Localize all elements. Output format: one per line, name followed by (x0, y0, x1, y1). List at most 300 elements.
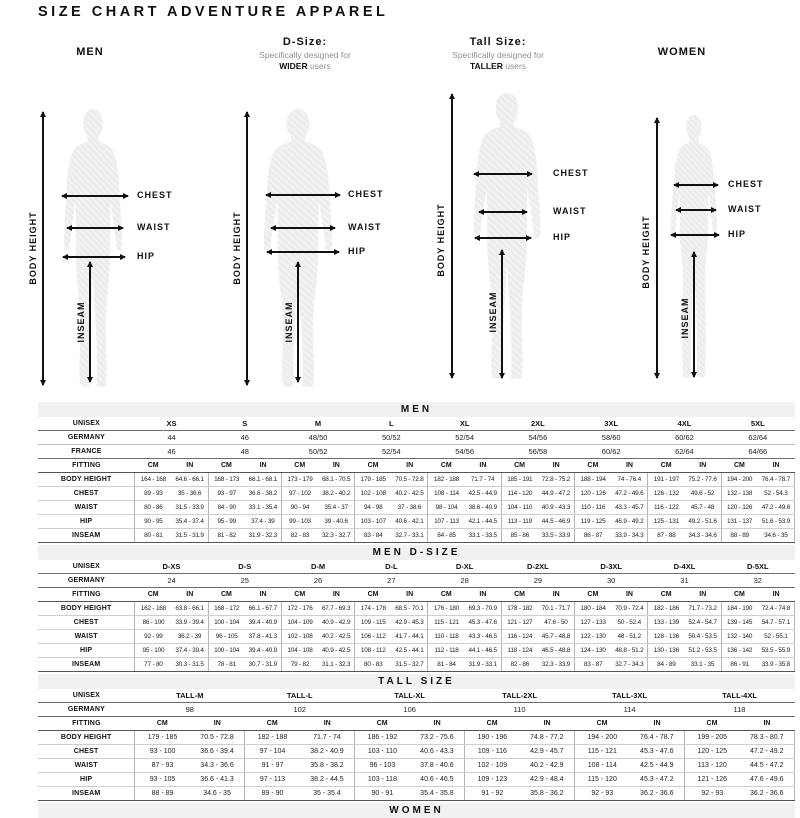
in-value-cell: 39 - 40.6 (318, 515, 355, 529)
in-value-cell: 75.2 - 77.6 (684, 473, 721, 487)
cm-header-cell: CM (281, 459, 318, 473)
measurement-row (38, 759, 795, 773)
cm-value-cell: 102 - 108 (355, 487, 392, 501)
in-value-cell: 71.7 - 74 (465, 473, 502, 487)
germany-size-cell: 102 (245, 703, 355, 717)
in-value-cell: 47.2 - 49.6 (611, 487, 648, 501)
france-size-cell: 62/64 (648, 445, 721, 459)
cm-value-cell: 97 - 104 (245, 745, 300, 759)
in-value-cell: 46.9 - 49.2 (611, 515, 648, 529)
germany-size-cell: 28 (428, 574, 501, 588)
cm-value-cell: 99 - 103 (281, 515, 318, 529)
cm-value-cell: 122 - 130 (575, 630, 612, 644)
in-value-cell: 33.1 - 33.5 (465, 529, 502, 543)
cm-value-cell: 182 - 188 (245, 731, 300, 745)
size-cell: D-XL (428, 560, 501, 574)
in-header-cell: IN (245, 459, 282, 473)
cm-header-cell: CM (575, 717, 630, 731)
cm-value-cell: 97 - 113 (245, 773, 300, 787)
page-title: SIZE CHART ADVENTURE APPAREL (38, 4, 389, 20)
men-d-size-table (38, 560, 795, 672)
waist-label: WAIST (553, 206, 587, 216)
germany-size-cell: 27 (355, 574, 428, 588)
measurement-row (38, 787, 795, 801)
germany-size-cell: 31 (648, 574, 721, 588)
measurement-row (38, 658, 795, 672)
cm-value-cell: 95 - 99 (208, 515, 245, 529)
in-value-cell: 44.9 - 47.2 (538, 487, 575, 501)
in-header-cell: IN (684, 588, 721, 602)
cm-value-cell: 87 - 88 (648, 529, 685, 543)
tall-size-figure-subtitle (428, 50, 568, 73)
tall-size-table-section (38, 674, 795, 801)
germany-size-cell: 106 (355, 703, 465, 717)
in-value-cell: 44.5 - 47.2 (739, 759, 794, 773)
in-value-cell: 40.2 - 42.9 (520, 759, 575, 773)
cm-value-cell: 102 - 109 (465, 759, 520, 773)
row-label: CHEST (38, 487, 135, 501)
male-silhouette (54, 106, 132, 390)
size-tables (38, 402, 795, 818)
in-value-cell: 31.9 - 32.3 (245, 529, 282, 543)
cm-value-cell: 179 - 185 (135, 731, 190, 745)
in-value-cell: 42.5 - 44.9 (465, 487, 502, 501)
cm-header-cell: CM (721, 588, 758, 602)
in-value-cell: 45.7 - 48 (684, 501, 721, 515)
fitting-row (38, 459, 795, 473)
cm-value-cell: 87 - 93 (135, 759, 190, 773)
d-size-desc: Specifically designed for (259, 49, 351, 60)
cm-value-cell: 119 - 125 (575, 515, 612, 529)
cm-value-cell: 93 - 97 (208, 487, 245, 501)
inseam-label: INSEAM (76, 301, 86, 343)
row-label: BODY HEIGHT (38, 473, 135, 487)
in-value-cell: 53.5 - 55.9 (758, 644, 795, 658)
in-value-cell: 72.8 - 75.2 (538, 473, 575, 487)
in-value-cell: 31.5 - 31.9 (171, 529, 208, 543)
cm-value-cell: 89 - 93 (135, 487, 172, 501)
in-value-cell: 32.3 - 33.9 (538, 658, 575, 672)
measurement-row (38, 515, 795, 529)
in-value-cell: 45.3 - 47.6 (630, 745, 685, 759)
measurement-row (38, 501, 795, 515)
inseam-arrow (501, 250, 503, 378)
cm-value-cell: 96 - 105 (208, 630, 245, 644)
body-height-arrow (42, 112, 44, 385)
cm-value-cell: 172 - 176 (281, 602, 318, 616)
in-value-cell: 33.9 - 39.4 (171, 616, 208, 630)
germany-size-cell: 29 (501, 574, 574, 588)
in-value-cell: 37 - 38.6 (391, 501, 428, 515)
chest-label: CHEST (348, 189, 384, 199)
germany-size-cell: 54/56 (501, 431, 574, 445)
row-label: GERMANY (38, 703, 135, 717)
cm-value-cell: 109 - 116 (465, 745, 520, 759)
cm-value-cell: 100 - 104 (208, 644, 245, 658)
chest-arrow (62, 195, 128, 197)
cm-value-cell: 120 - 126 (721, 501, 758, 515)
cm-value-cell: 127 - 133 (575, 616, 612, 630)
cm-value-cell: 108 - 112 (355, 644, 392, 658)
in-value-cell: 51.6 - 53.9 (758, 515, 795, 529)
cm-value-cell: 92 - 93 (575, 787, 630, 801)
cm-value-cell: 86 - 91 (721, 658, 758, 672)
in-value-cell: 74 - 76.4 (611, 473, 648, 487)
in-value-cell: 35 - 36.6 (171, 487, 208, 501)
cm-value-cell: 121 - 127 (501, 616, 538, 630)
cm-value-cell: 104 - 109 (281, 616, 318, 630)
cm-value-cell: 110 - 118 (428, 630, 465, 644)
cm-value-cell: 130 - 136 (648, 644, 685, 658)
germany-size-cell: 46 (208, 431, 281, 445)
cm-value-cell: 168 - 173 (208, 473, 245, 487)
in-value-cell: 47.2 - 49.2 (739, 745, 794, 759)
hip-arrow (671, 234, 719, 236)
chest-label: CHEST (728, 179, 764, 189)
cm-value-cell: 190 - 196 (465, 731, 520, 745)
in-value-cell: 38.2 - 40.2 (318, 487, 355, 501)
cm-value-cell: 164 - 168 (135, 473, 172, 487)
cm-value-cell: 102 - 108 (281, 630, 318, 644)
cm-value-cell: 77 - 80 (135, 658, 172, 672)
cm-header-cell: CM (208, 588, 245, 602)
germany-size-cell: 52/54 (428, 431, 501, 445)
body-height-arrow (451, 94, 453, 378)
in-value-cell: 42.1 - 44.5 (465, 515, 502, 529)
d-size-desc-suffix: users (307, 61, 331, 72)
in-value-cell: 39.4 - 40.9 (245, 644, 282, 658)
in-header-cell: IN (465, 588, 502, 602)
in-header-cell: IN (318, 459, 355, 473)
size-cell: D-2XL (501, 560, 574, 574)
hip-label: HIP (348, 246, 367, 256)
size-cell: XS (135, 417, 208, 431)
france-size-cell: 50/52 (281, 445, 354, 459)
cm-value-cell: 180 - 184 (575, 602, 612, 616)
row-label: FITTING (38, 717, 135, 731)
size-cell: D-XS (135, 560, 208, 574)
in-value-cell: 44.1 - 46.5 (465, 644, 502, 658)
cm-value-cell: 103 - 118 (355, 773, 410, 787)
waist-arrow (271, 227, 335, 229)
cm-value-cell: 124 - 130 (575, 644, 612, 658)
in-value-cell: 39.4 - 40.9 (245, 616, 282, 630)
in-header-cell: IN (300, 717, 355, 731)
in-value-cell: 45.3 - 47.2 (630, 773, 685, 787)
in-value-cell: 36.6 - 41.3 (190, 773, 245, 787)
cm-header-cell: CM (685, 717, 740, 731)
chest-arrow (474, 173, 532, 175)
cm-header-cell: CM (355, 459, 392, 473)
cm-header-cell: CM (501, 588, 538, 602)
size-cell: D-S (208, 560, 281, 574)
cm-value-cell: 83 - 84 (355, 529, 392, 543)
in-value-cell: 43.3 - 46.5 (465, 630, 502, 644)
germany-size-cell: 24 (135, 574, 208, 588)
measurement-row (38, 745, 795, 759)
men-table-section (38, 402, 795, 543)
row-label: INSEAM (38, 529, 135, 543)
cm-value-cell: 91 - 97 (245, 759, 300, 773)
hip-arrow (267, 251, 339, 253)
cm-header-cell: CM (721, 459, 758, 473)
in-value-cell: 34.6 - 35 (190, 787, 245, 801)
in-value-cell: 31.9 - 33.1 (465, 658, 502, 672)
row-label: WAIST (38, 630, 135, 644)
inseam-arrow (89, 262, 91, 382)
in-header-cell: IN (611, 459, 648, 473)
fitting-row (38, 588, 795, 602)
in-value-cell: 33.9 - 35.8 (758, 658, 795, 672)
in-value-cell: 34.6 - 35 (758, 529, 795, 543)
in-value-cell: 44.5 - 46.9 (538, 515, 575, 529)
cm-header-cell: CM (648, 459, 685, 473)
in-value-cell: 36.6 - 38.2 (245, 487, 282, 501)
in-value-cell: 52.4 - 54.7 (684, 616, 721, 630)
in-value-cell: 36.2 - 39 (171, 630, 208, 644)
in-value-cell: 70.5 - 72.8 (391, 473, 428, 487)
in-value-cell: 64.6 - 66.1 (171, 473, 208, 487)
cm-value-cell: 93 - 105 (135, 773, 190, 787)
d-size-figure-title: D-Size: (282, 36, 328, 48)
in-value-cell: 34.3 - 34.6 (684, 529, 721, 543)
cm-value-cell: 116 - 122 (648, 501, 685, 515)
in-value-cell: 52 - 54.3 (758, 487, 795, 501)
cm-value-cell: 112 - 118 (428, 644, 465, 658)
in-header-cell: IN (391, 588, 428, 602)
waist-arrow (479, 211, 527, 213)
in-value-cell: 35 - 35.4 (300, 787, 355, 801)
tall-size-figure-title: Tall Size: (469, 36, 527, 48)
in-value-cell: 49.2 - 51.6 (684, 515, 721, 529)
in-value-cell: 41.7 - 44.1 (391, 630, 428, 644)
cm-header-cell: CM (501, 459, 538, 473)
cm-value-cell: 194 - 200 (721, 473, 758, 487)
tall-size-desc: Specifically designed for (452, 49, 544, 60)
size-cell: D-4XL (648, 560, 721, 574)
cm-value-cell: 132 - 140 (721, 630, 758, 644)
in-value-cell: 42.5 - 44.9 (630, 759, 685, 773)
cm-value-cell: 113 - 120 (685, 759, 740, 773)
cm-value-cell: 84 - 89 (648, 658, 685, 672)
cm-header-cell: CM (465, 717, 520, 731)
germany-size-cell: 32 (721, 574, 794, 588)
cm-header-cell: CM (135, 717, 190, 731)
measurement-row (38, 529, 795, 543)
in-value-cell: 33.1 - 35 (684, 658, 721, 672)
d-size-bold-word: WIDER (279, 61, 308, 72)
tall-size-table-header: TALL SIZE (38, 674, 795, 689)
men-table-header: MEN (38, 402, 795, 417)
men-d-size-table-header: MEN D-SIZE (38, 545, 795, 560)
in-header-cell: IN (245, 588, 282, 602)
size-cell: 3XL (575, 417, 648, 431)
in-value-cell: 37.4 - 39 (245, 515, 282, 529)
body-height-arrow (246, 112, 248, 385)
in-value-cell: 43.3 - 45.7 (611, 501, 648, 515)
measurement-row (38, 731, 795, 745)
row-label: CHEST (38, 745, 135, 759)
france-size-cell: 60/62 (575, 445, 648, 459)
tall-size-desc-suffix: users (502, 61, 527, 72)
cm-header-cell: CM (135, 588, 172, 602)
in-value-cell: 47.6 - 49.6 (739, 773, 794, 787)
cm-value-cell: 93 - 100 (135, 745, 190, 759)
in-header-cell: IN (520, 717, 575, 731)
body-height-label: BODY HEIGHT (436, 203, 446, 277)
measurement-row (38, 487, 795, 501)
cm-header-cell: CM (245, 717, 300, 731)
germany-row (38, 574, 795, 588)
cm-value-cell: 100 - 104 (208, 616, 245, 630)
germany-row (38, 431, 795, 445)
in-value-cell: 73.2 - 75.6 (410, 731, 465, 745)
in-header-cell: IN (630, 717, 685, 731)
body-height-label: BODY HEIGHT (641, 215, 651, 289)
tall-size-bold-word: TALLER (469, 61, 503, 72)
size-cell: D-M (281, 560, 354, 574)
cm-value-cell: 199 - 205 (685, 731, 740, 745)
in-value-cell: 42.9 - 45.7 (520, 745, 575, 759)
inseam-arrow (693, 252, 695, 377)
men-figure-title: MEN (76, 46, 104, 58)
cm-header-cell: CM (575, 459, 612, 473)
cm-value-cell: 84 - 85 (428, 529, 465, 543)
cm-value-cell: 115 - 120 (575, 773, 630, 787)
cm-value-cell: 88 - 89 (135, 787, 190, 801)
in-value-cell: 50.4 - 53.5 (684, 630, 721, 644)
measurement-row (38, 773, 795, 787)
size-header-row (38, 417, 795, 431)
row-label: HIP (38, 773, 135, 787)
row-label: UNISEX (38, 560, 135, 574)
cm-value-cell: 136 - 142 (721, 644, 758, 658)
cm-value-cell: 94 - 98 (355, 501, 392, 515)
cm-value-cell: 110 - 116 (575, 501, 612, 515)
in-value-cell: 30.7 - 31.9 (245, 658, 282, 672)
row-label: FITTING (38, 459, 135, 473)
cm-value-cell: 179 - 185 (355, 473, 392, 487)
chest-arrow (266, 194, 340, 196)
in-header-cell: IN (538, 588, 575, 602)
hip-arrow (63, 256, 125, 258)
in-value-cell: 49.6 - 52 (684, 487, 721, 501)
in-value-cell: 40.2 - 42.5 (391, 487, 428, 501)
size-cell: 4XL (648, 417, 721, 431)
cm-value-cell: 90 - 91 (355, 787, 410, 801)
cm-value-cell: 182 - 186 (648, 602, 685, 616)
row-label: CHEST (38, 616, 135, 630)
in-header-cell: IN (190, 717, 245, 731)
waist-label: WAIST (137, 222, 171, 232)
cm-value-cell: 84 - 90 (208, 501, 245, 515)
cm-value-cell: 194 - 200 (575, 731, 630, 745)
germany-size-cell: 30 (575, 574, 648, 588)
germany-size-cell: 25 (208, 574, 281, 588)
germany-size-cell: 98 (135, 703, 245, 717)
fitting-row (38, 717, 795, 731)
cm-value-cell: 133 - 139 (648, 616, 685, 630)
cm-value-cell: 125 - 131 (648, 515, 685, 529)
row-label: UNISEX (38, 689, 135, 703)
in-value-cell: 31.5 - 32.7 (391, 658, 428, 672)
in-header-cell: IN (758, 459, 795, 473)
cm-value-cell: 103 - 107 (355, 515, 392, 529)
in-value-cell: 31.1 - 32.3 (318, 658, 355, 672)
in-value-cell: 35.8 - 38.2 (300, 759, 355, 773)
in-value-cell: 71.7 - 74 (300, 731, 355, 745)
in-value-cell: 36.2 - 36.6 (739, 787, 794, 801)
size-cell: L (355, 417, 428, 431)
cm-value-cell: 80 - 81 (135, 529, 172, 543)
cm-value-cell: 116 - 124 (501, 630, 538, 644)
in-value-cell: 42.9 - 48.4 (520, 773, 575, 787)
in-value-cell: 54.7 - 57.1 (758, 616, 795, 630)
in-value-cell: 70.1 - 71.7 (538, 602, 575, 616)
cm-value-cell: 113 - 119 (501, 515, 538, 529)
in-value-cell: 35.4 - 37.4 (171, 515, 208, 529)
cm-value-cell: 95 - 100 (135, 644, 172, 658)
chest-label: CHEST (137, 190, 173, 200)
cm-value-cell: 82 - 83 (281, 529, 318, 543)
in-value-cell: 33.5 - 33.9 (538, 529, 575, 543)
cm-value-cell: 108 - 114 (428, 487, 465, 501)
cm-header-cell: CM (208, 459, 245, 473)
in-value-cell: 31.5 - 33.9 (171, 501, 208, 515)
cm-value-cell: 184 - 190 (721, 602, 758, 616)
in-value-cell: 66.1 - 68.1 (245, 473, 282, 487)
d-size-figure-subtitle (235, 50, 375, 73)
cm-value-cell: 115 - 121 (575, 745, 630, 759)
size-cell: 5XL (721, 417, 794, 431)
in-value-cell: 63.8 - 66.1 (171, 602, 208, 616)
size-header-row (38, 560, 795, 574)
size-cell: S (208, 417, 281, 431)
in-value-cell: 38.2 - 40.9 (300, 745, 355, 759)
size-cell: TALL-L (245, 689, 355, 703)
waist-label: WAIST (728, 204, 762, 214)
in-value-cell: 48.8 - 51.2 (611, 644, 648, 658)
in-header-cell: IN (171, 588, 208, 602)
france-size-cell: 54/56 (428, 445, 501, 459)
size-cell: M (281, 417, 354, 431)
row-label: WAIST (38, 501, 135, 515)
in-header-cell: IN (391, 459, 428, 473)
figure-heading-d-size (235, 36, 375, 73)
cm-value-cell: 89 - 90 (245, 787, 300, 801)
cm-header-cell: CM (575, 588, 612, 602)
measurement-row (38, 473, 795, 487)
cm-value-cell: 90 - 94 (281, 501, 318, 515)
measurement-row (38, 630, 795, 644)
germany-size-cell: 118 (685, 703, 795, 717)
in-header-cell: IN (538, 459, 575, 473)
cm-value-cell: 107 - 113 (428, 515, 465, 529)
france-size-cell: 56/58 (501, 445, 574, 459)
row-label: WAIST (38, 759, 135, 773)
cm-value-cell: 121 - 126 (685, 773, 740, 787)
cm-value-cell: 88 - 89 (721, 529, 758, 543)
germany-row (38, 703, 795, 717)
size-cell: 2XL (501, 417, 574, 431)
hip-label: HIP (137, 251, 156, 261)
in-value-cell: 48 - 51.2 (611, 630, 648, 644)
in-value-cell: 52 - 55.1 (758, 630, 795, 644)
men-size-table (38, 417, 795, 543)
cm-value-cell: 178 - 182 (501, 602, 538, 616)
germany-size-cell: 50/52 (355, 431, 428, 445)
chest-arrow (674, 184, 718, 186)
